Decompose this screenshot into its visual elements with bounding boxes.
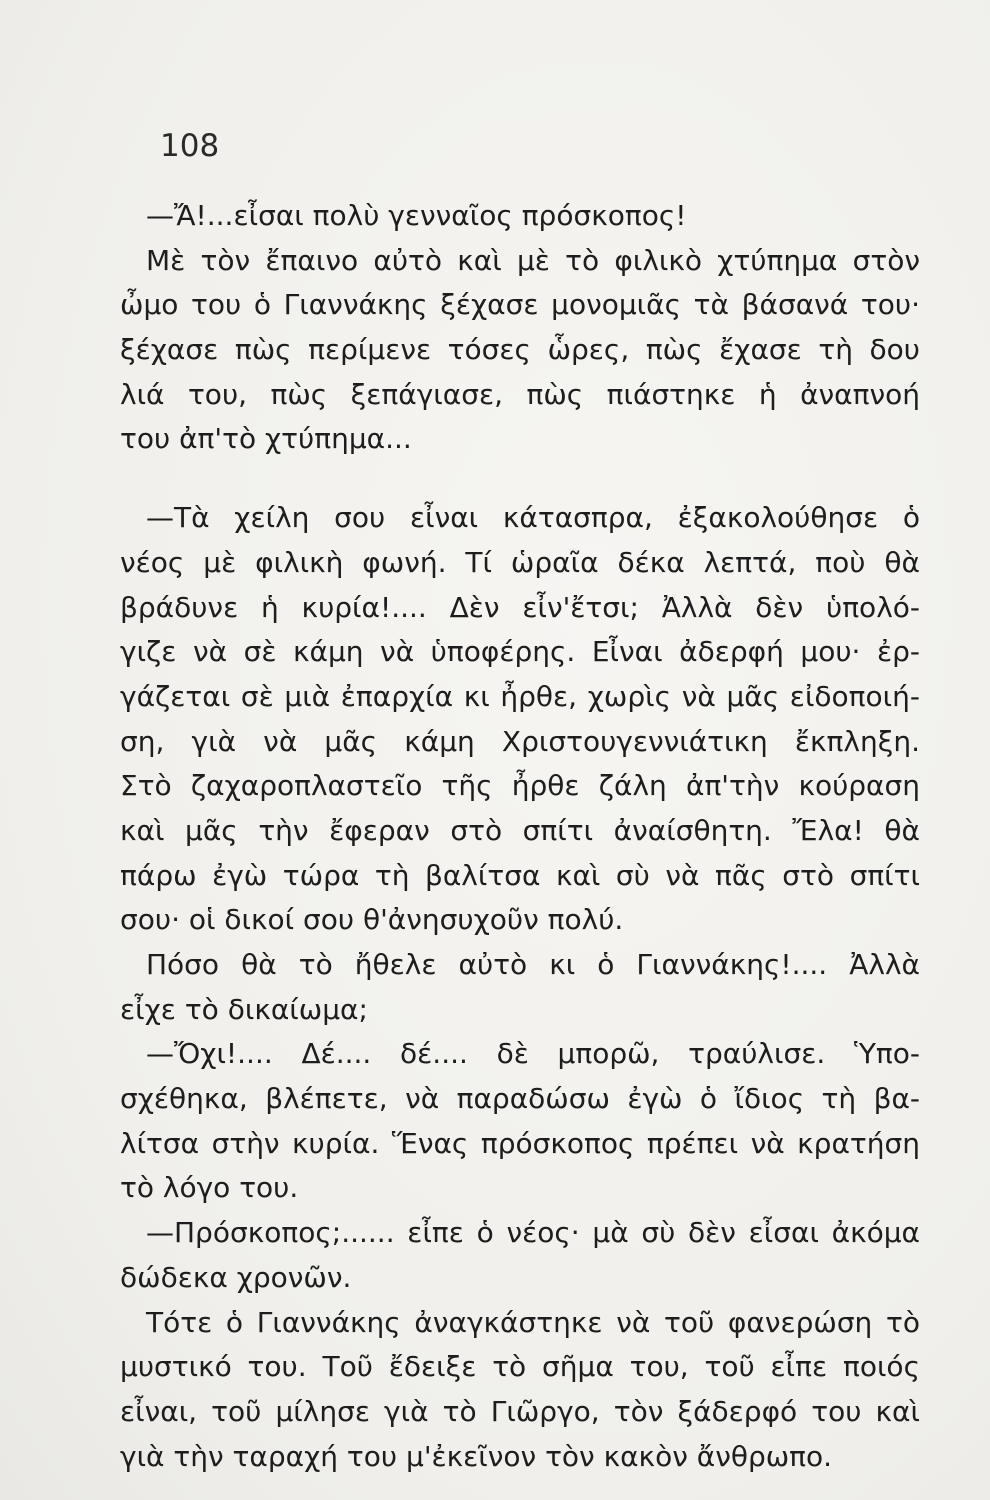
- page-number: 108: [160, 128, 220, 164]
- text-line: γιὰ τὴν ταραχή του μ'ἐκεῖνον τὸν κακὸν ἄνθρωπο.: [120, 1439, 833, 1473]
- paragraph-gap: [120, 462, 920, 496]
- text-line: σχέθηκα, βλέπετε, νὰ παραδώσω ἐγὼ ὁ ἴδιος τὴ βα-: [120, 1082, 920, 1116]
- text-line: μυστικό του. Τοῦ ἔδειξε τὸ σῆμα του, τοῦ εἶπε ποιός: [120, 1350, 920, 1384]
- text-line: τὸ λόγο του.: [120, 1171, 299, 1205]
- text-line: βράδυνε ἡ κυρία!.... Δὲν εἶν'ἔτσι; Ἀλλὰ δὲν ὑπολό-: [120, 590, 920, 624]
- text-line: Πόσο θὰ τὸ ἤθελε αὐτὸ κι ὁ Γιαννάκης!.... Ἀλλὰ: [146, 948, 920, 981]
- text-line: —Τὰ χείλη σου εἶναι κάτασπρα, ἐξακολούθησε ὁ: [146, 501, 920, 535]
- text-line: Μὲ τὸν ἔπαινο αὐτὸ καὶ μὲ τὸ φιλικὸ χτύπημα στὸν: [146, 243, 920, 277]
- text-line: λιά του, πὼς ξεπάγιασε, πὼς πιάστηκε ἡ ἀναπνοή: [120, 377, 920, 411]
- text-line: καὶ μᾶς τὴν ἔφεραν στὸ σπίτι ἀναίσθητη. Ἔλα! θὰ: [120, 813, 920, 847]
- body-text: [120, 194, 920, 1479]
- text-line: νέος μὲ φιλικὴ φωνή. Τί ὡραῖα δέκα λεπτά, ποὺ θὰ: [120, 545, 920, 579]
- text-line: Τότε ὁ Γιαννάκης ἀναγκάστηκε νὰ τοῦ φανερώση τὸ: [146, 1305, 920, 1339]
- text-line: πάρω ἐγὼ τώρα τὴ βαλίτσα καὶ σὺ νὰ πᾶς στὸ σπίτι: [120, 858, 920, 892]
- text-line: Στὸ ζαχαροπλαστεῖο τῆς ἦρθε ζάλη ἀπ'τὴν κούραση: [120, 769, 920, 803]
- text-line: ση, γιὰ νὰ μᾶς κάμη Χριστουγεννιάτικη ἔκπληξη.: [120, 724, 920, 758]
- text-line: ξέχασε πὼς περίμενε τόσες ὧρες, πὼς ἔχασε τὴ δου: [120, 333, 920, 367]
- text-line: —Ὄχι!.... Δέ.... δέ.... δὲ μπορῶ, τραύλισε. Ὑπο-: [146, 1037, 920, 1071]
- text-line: —Πρόσκοπος;...... εἶπε ὁ νέος· μὰ σὺ δὲν εἶσαι ἀκόμα: [146, 1216, 920, 1250]
- text-line: γιζε νὰ σὲ κάμη νὰ ὑποφέρης. Εἶναι ἀδερφή μου· ἐρ-: [120, 635, 920, 669]
- text-line: σου· οἱ δικοί σου θ'ἀνησυχοῦν πολύ.: [120, 903, 624, 937]
- text-line: γάζεται σὲ μιὰ ἐπαρχία κι ἦρθε, χωρὶς νὰ μᾶς εἰδοποιή-: [120, 679, 920, 713]
- text-line: λίτσα στὴν κυρία. Ἕνας πρόσκοπος πρέπει νὰ κρατήση: [120, 1126, 920, 1160]
- text-line: δώδεκα χρονῶν.: [120, 1260, 352, 1294]
- text-line: —Ἄ!...εἶσαι πολὺ γενναῖος πρόσκοπος!: [146, 199, 687, 232]
- text-line: εἶχε τὸ δικαίωμα;: [120, 992, 368, 1026]
- text-line: του ἀπ'τὸ χτύπημα...: [120, 422, 412, 456]
- text-line: ὦμο του ὁ Γιαννάκης ξέχασε μονομιᾶς τὰ βάσανά του·: [120, 288, 920, 322]
- text-line: εἶναι, τοῦ μίλησε γιὰ τὸ Γιῶργο, τὸν ξάδερφό του καὶ: [120, 1394, 920, 1428]
